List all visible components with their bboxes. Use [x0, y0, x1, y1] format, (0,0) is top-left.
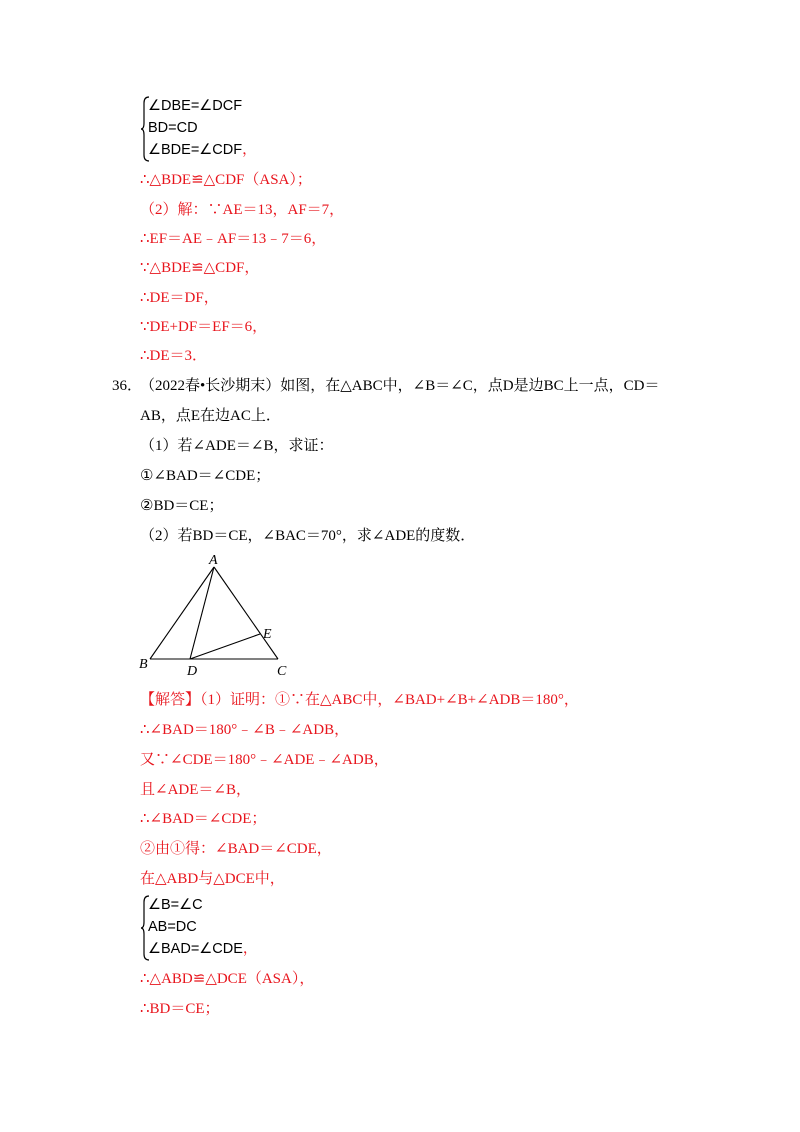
question-1: （1）若∠ADE＝∠B，求证： — [140, 438, 334, 454]
segment-ac — [214, 567, 278, 659]
problem-statement-line1: （2022春•长沙期末）如图，在△ABC中，∠B＝∠C，点D是边BC上一点，CD＝ — [140, 378, 660, 394]
answer-line: ∴∠BAD＝180°﹣∠B﹣∠ADB， — [140, 722, 350, 738]
segment-ad — [190, 567, 214, 659]
answer-line: ∴△ABD≌△DCE（ASA）， — [140, 971, 315, 987]
question-2: （2）若BD＝CE，∠BAC＝70°，求∠ADE的度数． — [140, 528, 476, 544]
answer-line: 在△ABD与△DCE中， — [140, 871, 285, 887]
part2-line: ∴EF＝AE﹣AF＝13﹣7＝6， — [140, 231, 327, 247]
equation-system-answer — [140, 895, 300, 961]
system-line: AB=DC — [148, 919, 197, 935]
triangle-figure — [136, 552, 306, 678]
system-line — [148, 939, 257, 959]
answer-tag: 【解答】 — [140, 692, 201, 708]
answer-line: 又∵∠CDE＝180°﹣∠ADE﹣∠ADB， — [140, 752, 389, 768]
part2-line: （2）解：∵AE＝13，AF＝7， — [140, 202, 345, 218]
system-line: ∠DBE=∠DCF — [148, 98, 243, 114]
answer-line: 且∠ADE＝∠B， — [140, 782, 251, 798]
point-label-c: C — [277, 664, 287, 678]
point-label-b: B — [139, 657, 148, 672]
point-label-d: D — [187, 664, 198, 678]
answer-text: （1）证明：①∵在△ABC中，∠BAD+∠B+∠ADB＝180°， — [200, 692, 579, 708]
part1-conclusion: ∴△BDE≌△CDF（ASA）； — [140, 172, 312, 188]
answer-line: ∴∠BAD＝∠CDE； — [140, 811, 267, 827]
system-line: BD=CD — [148, 120, 198, 136]
system-line — [148, 140, 257, 160]
segment-de — [190, 634, 260, 659]
answer-line1 — [140, 690, 579, 710]
problem-statement-line2: AB，点E在边AC上． — [140, 408, 281, 424]
point-label-e: E — [263, 627, 272, 642]
system-trail: ， — [242, 142, 257, 158]
part2-line: ∴DE＝3． — [140, 348, 208, 364]
system-line-text: ∠BDE=∠CDF — [148, 142, 243, 158]
point-label-a: A — [209, 553, 218, 568]
part2-line: ∵DE+DF＝EF＝6， — [140, 319, 268, 335]
problem-number: 36． — [112, 378, 143, 394]
system-line: ∠B=∠C — [148, 897, 203, 913]
equation-system-top — [140, 96, 300, 162]
system-line-text: ∠BAD=∠CDE — [148, 941, 243, 957]
segment-ab — [150, 567, 214, 659]
system-trail: ， — [242, 941, 258, 957]
question-1a: ①∠BAD＝∠CDE； — [140, 468, 271, 484]
answer-line: ∴BD＝CE； — [140, 1001, 220, 1017]
question-1b: ②BD＝CE； — [140, 498, 224, 514]
answer-line: ②由①得：∠BAD＝∠CDE， — [140, 841, 332, 857]
part2-line: ∵△BDE≌△CDF， — [140, 260, 260, 276]
part2-line: ∴DE＝DF， — [140, 290, 219, 306]
